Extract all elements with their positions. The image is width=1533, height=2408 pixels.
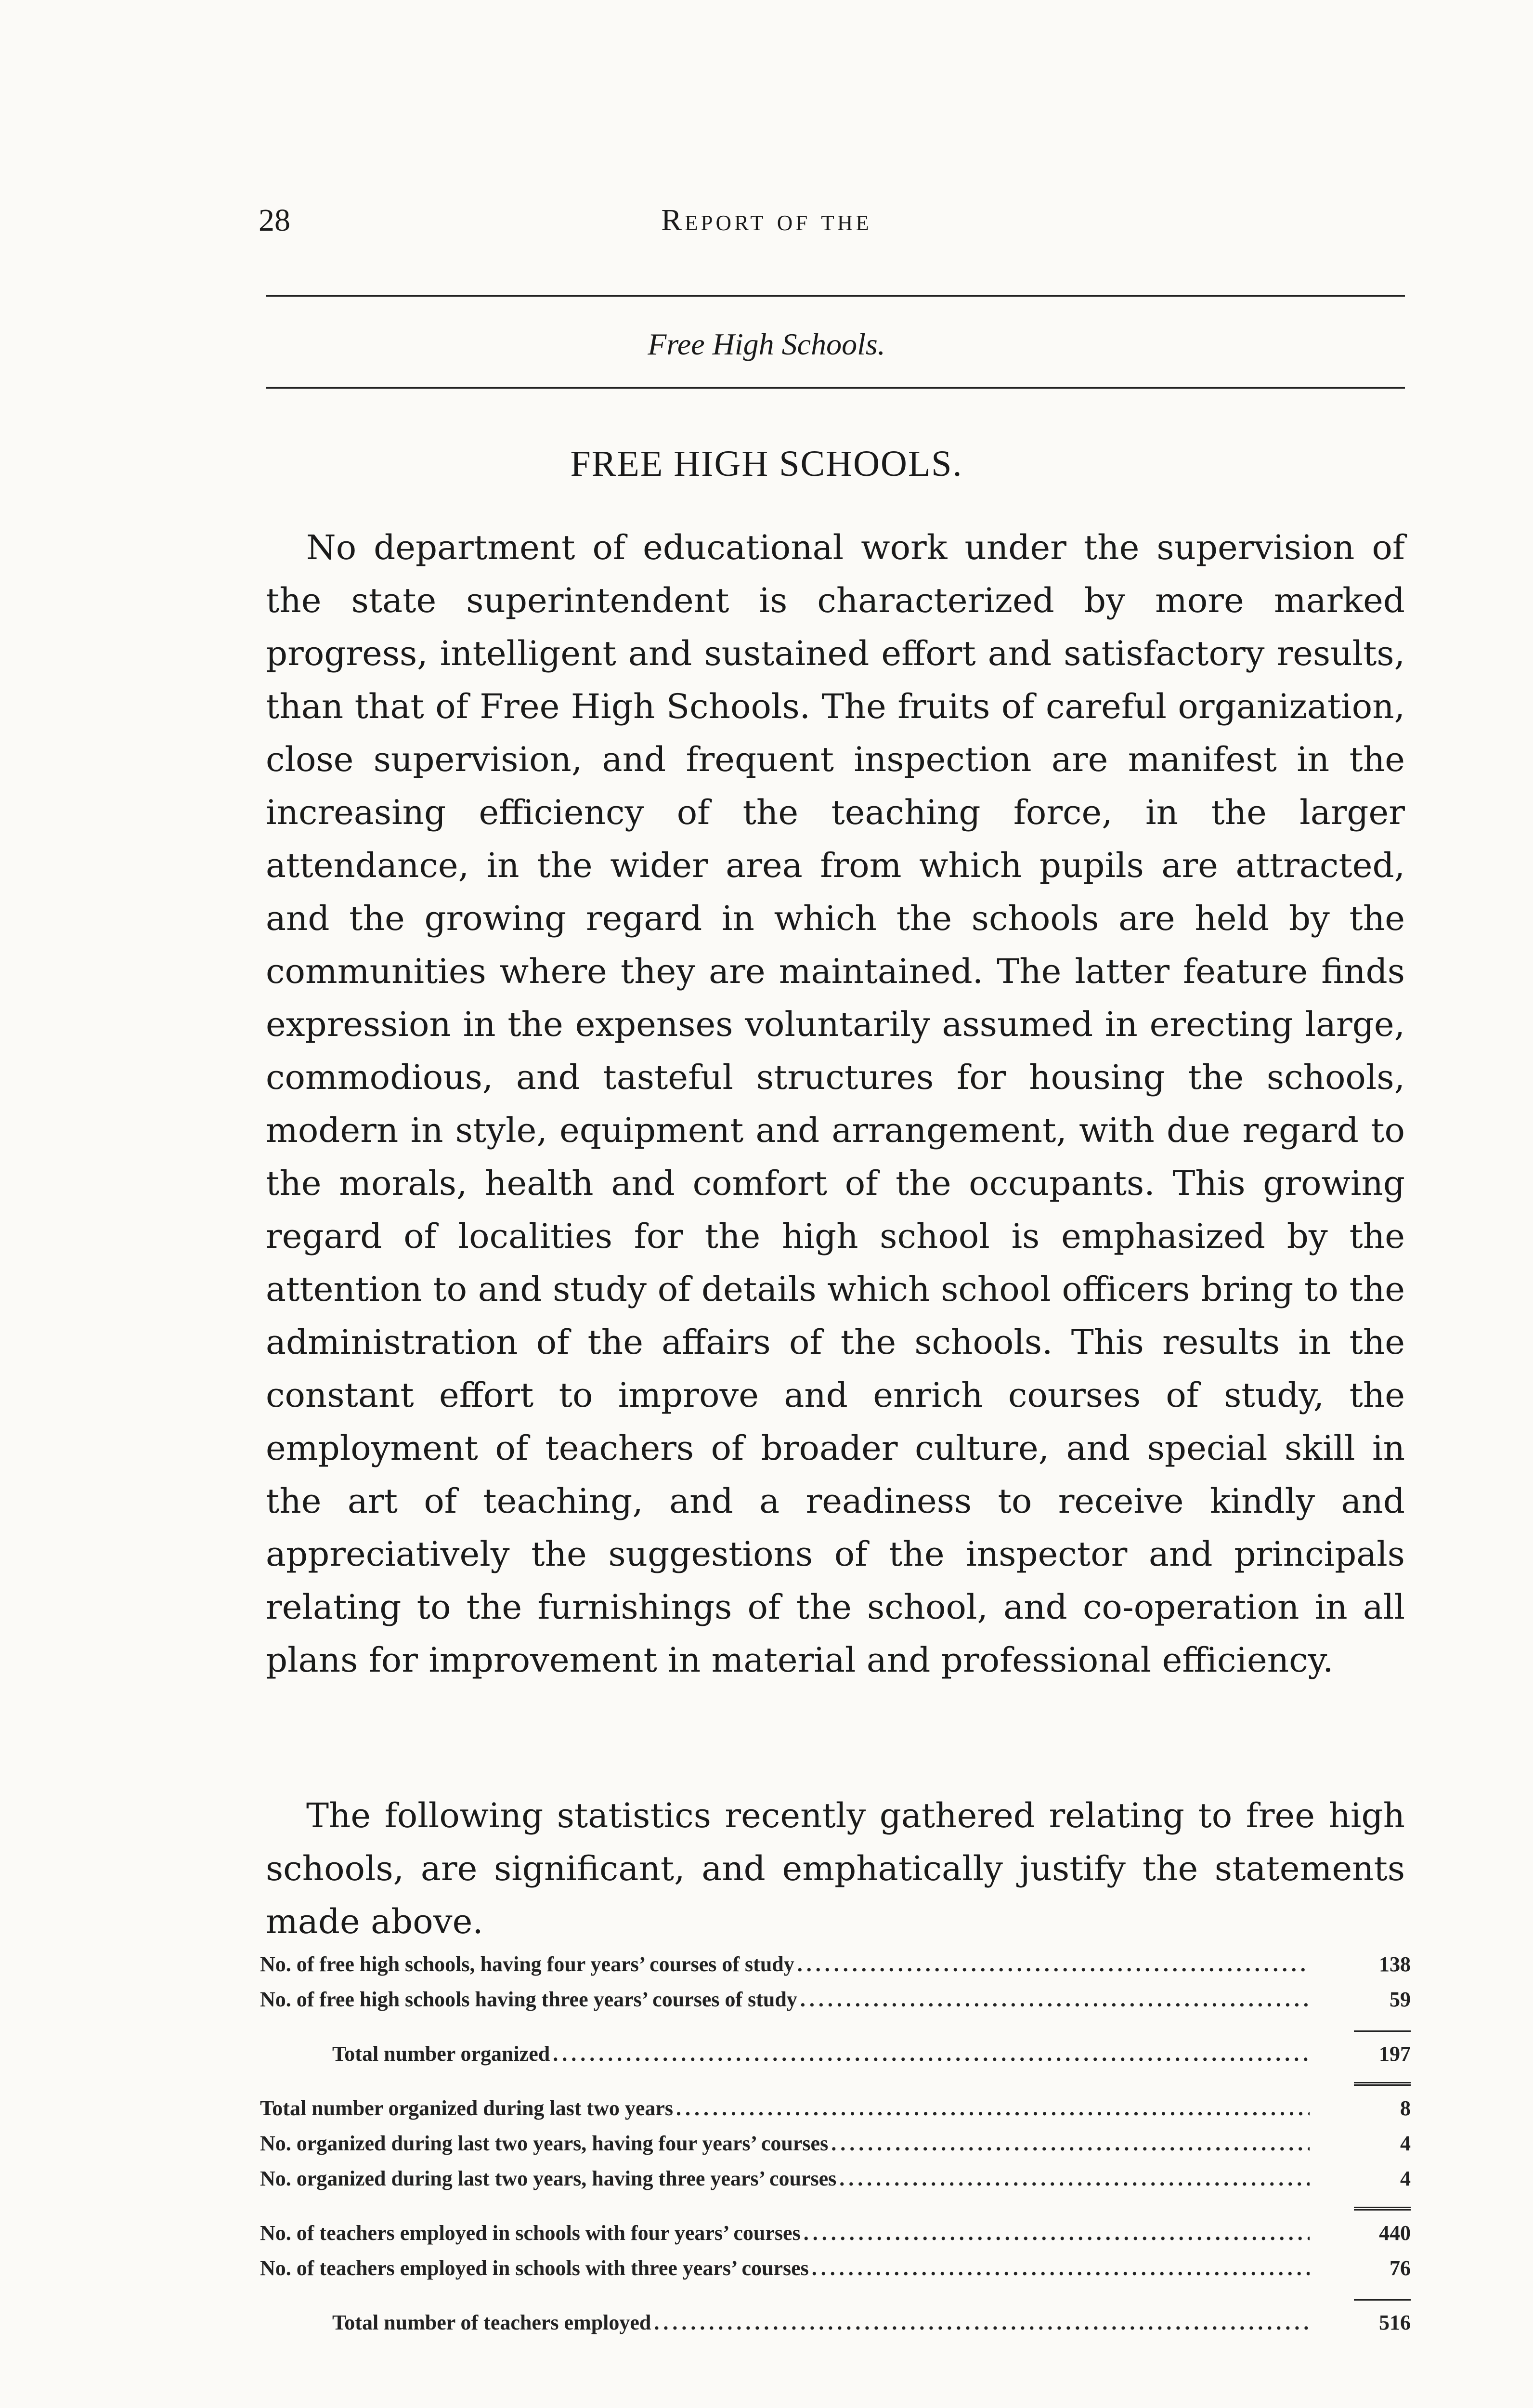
paragraph-text: No department of educational work under the supervision of the state superintendent is characterized by more marked progress, intelligent and sustained effort and satisfactory results, than that of Free High Schools. The fruits of careful organization, close supervision, and frequent inspection are manifest in the increasing efficiency of the teaching force, in the larger attendance, in the wider area from which pupils are attracted, and the growing regard in which the schools are held by the communities where they are maintained. The latter feature finds expression in the expenses voluntarily assumed in erecting large, commodious, and tasteful structures for housing the schools, modern in style, equipment and arrangement, with due regard to the morals, health and comfort of the occupants. This growing regard of localities for the high school is emphasized by the attention to and study of details which school officers bring to the administration of the affairs of the schools. This results in the constant effort to improve and enrich courses of study, the employment of teachers of broader culture, and special skill in the art of teaching, and a readiness to receive kindly and appreciatively the suggestions of the inspector and principals relating to the furnishings of the school, and co-operation in all plans for improvement in material and professional efficiency. — [266, 528, 1405, 1680]
stat-label: No. of teachers employed in schools with four years’ courses — [260, 2221, 801, 2245]
stat-row — [260, 1982, 1411, 2017]
stat-label: Total number of teachers employed — [332, 2311, 651, 2334]
stat-value: 59 — [1390, 1988, 1411, 2011]
stat-row — [260, 2091, 1411, 2126]
leader-dots — [553, 2036, 1310, 2071]
leader-dots — [831, 2126, 1310, 2161]
stat-label: Total number organized during last two years — [260, 2096, 674, 2120]
stat-label: No. of free high schools having three years’ courses of study — [260, 1988, 797, 2011]
leader-dots — [804, 2215, 1310, 2251]
stat-label: No. of teachers employed in schools with three years’ courses — [260, 2256, 809, 2280]
stat-value: 4 — [1400, 2132, 1411, 2155]
stat-row — [260, 1947, 1411, 1982]
leader-dots — [839, 2161, 1310, 2196]
leader-dots — [654, 2305, 1310, 2340]
stat-row-total — [260, 2305, 1411, 2340]
stat-label: Total number organized — [332, 2042, 550, 2066]
leader-dots — [812, 2251, 1310, 2286]
stat-value: 76 — [1390, 2256, 1411, 2280]
body-paragraph-2 — [266, 1789, 1405, 1948]
stat-value: 197 — [1379, 2042, 1411, 2066]
statistics-table — [260, 1947, 1411, 2340]
leader-dots — [800, 1982, 1310, 2017]
stat-label: No. organized during last two years, having four years’ courses — [260, 2132, 829, 2155]
paragraph-text: The following statistics recently gathered relating to free high schools, are significant, and emphatically justify the statements made above. — [266, 1796, 1405, 1941]
stat-label: No. organized during last two years, having three years’ courses — [260, 2167, 837, 2190]
stat-value: 4 — [1400, 2167, 1411, 2190]
running-head: Report of the — [661, 203, 872, 237]
stat-row — [260, 2251, 1411, 2286]
stat-value: 138 — [1379, 1952, 1411, 1976]
leader-dots — [797, 1947, 1310, 1982]
stat-label: No. of free high schools, having four years’ courses of study — [260, 1952, 794, 1976]
double-rule — [1354, 2207, 1411, 2211]
section-title: FREE HIGH SCHOOLS. — [570, 444, 963, 484]
stat-value: 440 — [1379, 2221, 1411, 2245]
stat-row — [260, 2126, 1411, 2161]
sum-rule — [1354, 2299, 1411, 2301]
stat-row — [260, 2161, 1411, 2196]
sub-head: Free High Schools. — [648, 327, 885, 361]
stat-row — [260, 2215, 1411, 2251]
page-number: 28 — [259, 203, 290, 238]
header-rule-top — [266, 295, 1405, 297]
stat-row-total — [260, 2036, 1411, 2071]
leader-dots — [676, 2091, 1310, 2126]
double-rule — [1354, 2082, 1411, 2086]
stat-value: 516 — [1379, 2311, 1411, 2334]
stat-value: 8 — [1400, 2096, 1411, 2120]
body-paragraph-1 — [266, 521, 1405, 1687]
sum-rule — [1354, 2030, 1411, 2032]
header-rule-bottom — [266, 387, 1405, 389]
